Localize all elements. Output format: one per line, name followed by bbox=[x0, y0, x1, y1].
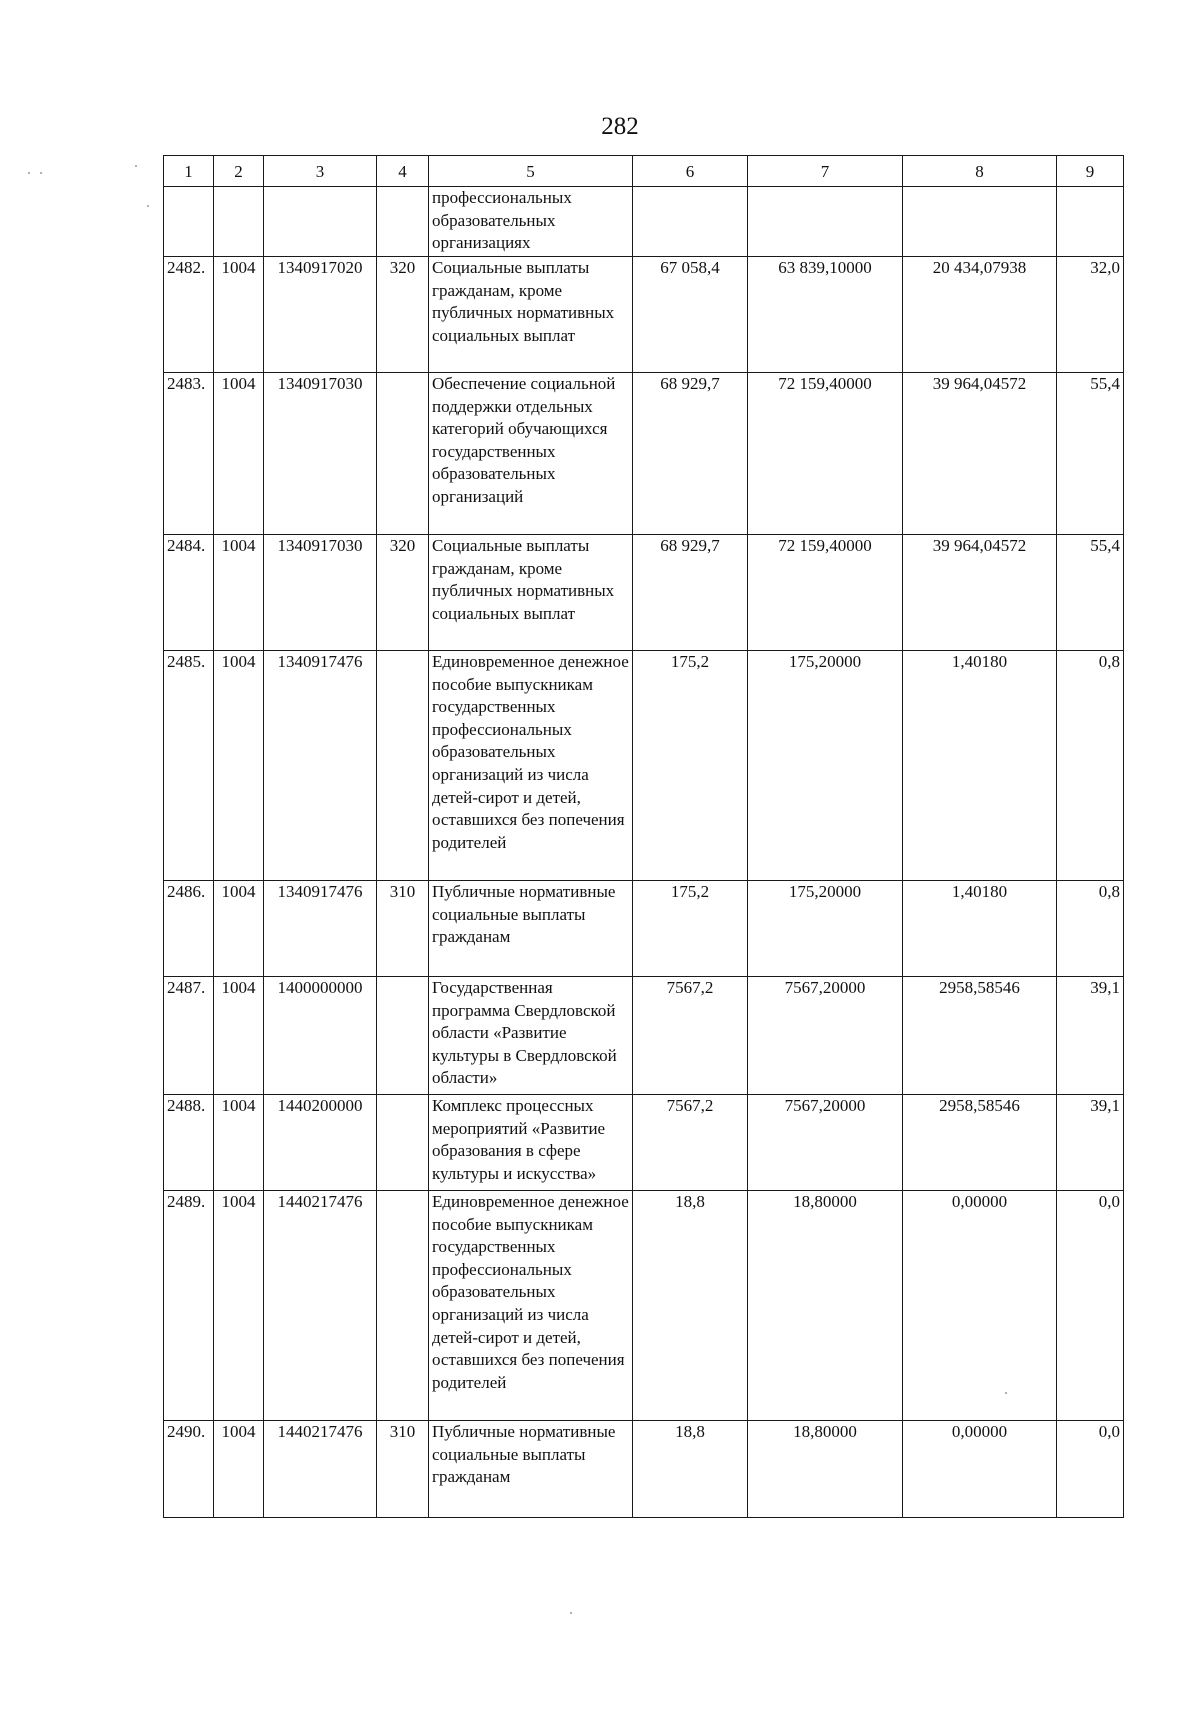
section-code: 1004 bbox=[214, 881, 264, 977]
value-col-6: 67 058,4 bbox=[633, 257, 748, 373]
value-col-8: 1,40180 bbox=[903, 881, 1057, 977]
table-row bbox=[164, 1421, 1124, 1518]
header-col-8: 8 bbox=[903, 156, 1057, 187]
section-code: 1004 bbox=[214, 977, 264, 1095]
expense-type-code bbox=[377, 1095, 429, 1191]
scan-speck bbox=[1005, 1392, 1007, 1394]
target-article-code bbox=[264, 187, 377, 257]
section-code: 1004 bbox=[214, 1191, 264, 1421]
row-number: 2489. bbox=[164, 1191, 214, 1421]
header-col-2: 2 bbox=[214, 156, 264, 187]
value-col-7: 18,80000 bbox=[748, 1421, 903, 1518]
value-col-7: 18,80000 bbox=[748, 1191, 903, 1421]
table-row bbox=[164, 651, 1124, 881]
expense-type-code: 310 bbox=[377, 881, 429, 977]
value-col-7: 72 159,40000 bbox=[748, 535, 903, 651]
value-col-8: 2958,58546 bbox=[903, 977, 1057, 1095]
target-article-code: 1340917030 bbox=[264, 373, 377, 535]
scan-speck bbox=[570, 1612, 572, 1614]
value-col-7: 175,20000 bbox=[748, 881, 903, 977]
target-article-code: 1440217476 bbox=[264, 1421, 377, 1518]
value-col-9 bbox=[1057, 187, 1124, 257]
value-col-6: 18,8 bbox=[633, 1421, 748, 1518]
value-col-9: 0,8 bbox=[1057, 651, 1124, 881]
value-col-9: 39,1 bbox=[1057, 977, 1124, 1095]
item-name: Обеспечение социальной поддержки отдельных категорий обучающихся государственных образовательных организаций bbox=[429, 373, 633, 535]
section-code: 1004 bbox=[214, 535, 264, 651]
expense-type-code bbox=[377, 651, 429, 881]
expense-type-code bbox=[377, 373, 429, 535]
row-number: 2487. bbox=[164, 977, 214, 1095]
value-col-9: 32,0 bbox=[1057, 257, 1124, 373]
table-row bbox=[164, 1191, 1124, 1421]
value-col-9: 55,4 bbox=[1057, 373, 1124, 535]
value-col-8: 39 964,04572 bbox=[903, 373, 1057, 535]
row-number: 2484. bbox=[164, 535, 214, 651]
value-col-9: 39,1 bbox=[1057, 1095, 1124, 1191]
row-number: 2483. bbox=[164, 373, 214, 535]
row-number: 2488. bbox=[164, 1095, 214, 1191]
value-col-6: 7567,2 bbox=[633, 1095, 748, 1191]
value-col-6: 7567,2 bbox=[633, 977, 748, 1095]
value-col-8: 2958,58546 bbox=[903, 1095, 1057, 1191]
value-col-9: 0,8 bbox=[1057, 881, 1124, 977]
target-article-code: 1340917020 bbox=[264, 257, 377, 373]
scan-speck bbox=[40, 172, 42, 174]
scan-speck bbox=[28, 172, 30, 174]
value-col-6: 68 929,7 bbox=[633, 373, 748, 535]
value-col-8: 20 434,07938 bbox=[903, 257, 1057, 373]
table-row bbox=[164, 881, 1124, 977]
value-col-7: 175,20000 bbox=[748, 651, 903, 881]
row-number bbox=[164, 187, 214, 257]
item-name: Государственная программа Свердловской области «Развитие культуры в Свердловской области» bbox=[429, 977, 633, 1095]
section-code: 1004 bbox=[214, 1421, 264, 1518]
value-col-8: 39 964,04572 bbox=[903, 535, 1057, 651]
item-name: Единовременное денежное пособие выпускникам государственных профессиональных образовательных организаций из числа детей-сирот и детей, оставшихся без попечения родителей bbox=[429, 651, 633, 881]
row-number: 2486. bbox=[164, 881, 214, 977]
scan-speck bbox=[147, 205, 149, 207]
table-row bbox=[164, 977, 1124, 1095]
value-col-8 bbox=[903, 187, 1057, 257]
expense-type-code bbox=[377, 977, 429, 1095]
value-col-6: 68 929,7 bbox=[633, 535, 748, 651]
table-row bbox=[164, 535, 1124, 651]
item-name: Комплекс процессных мероприятий «Развитие образования в сфере культуры и искусства» bbox=[429, 1095, 633, 1191]
header-col-5: 5 bbox=[429, 156, 633, 187]
item-name: Публичные нормативные социальные выплаты гражданам bbox=[429, 881, 633, 977]
item-name: Публичные нормативные социальные выплаты гражданам bbox=[429, 1421, 633, 1518]
section-code bbox=[214, 187, 264, 257]
value-col-6: 18,8 bbox=[633, 1191, 748, 1421]
target-article-code: 1340917476 bbox=[264, 881, 377, 977]
value-col-7: 7567,20000 bbox=[748, 977, 903, 1095]
header-col-7: 7 bbox=[748, 156, 903, 187]
expense-type-code: 320 bbox=[377, 257, 429, 373]
value-col-7: 7567,20000 bbox=[748, 1095, 903, 1191]
item-name: Социальные выплаты гражданам, кроме публичных нормативных социальных выплат bbox=[429, 535, 633, 651]
expense-type-code bbox=[377, 1191, 429, 1421]
target-article-code: 1400000000 bbox=[264, 977, 377, 1095]
header-col-1: 1 bbox=[164, 156, 214, 187]
target-article-code: 1440217476 bbox=[264, 1191, 377, 1421]
table-row bbox=[164, 257, 1124, 373]
section-code: 1004 bbox=[214, 1095, 264, 1191]
item-name: Социальные выплаты гражданам, кроме публичных нормативных социальных выплат bbox=[429, 257, 633, 373]
header-col-3: 3 bbox=[264, 156, 377, 187]
item-name: профессиональных образовательных организациях bbox=[429, 187, 633, 257]
budget-table bbox=[163, 155, 1124, 1518]
target-article-code: 1340917476 bbox=[264, 651, 377, 881]
table-row bbox=[164, 187, 1124, 257]
value-col-9: 55,4 bbox=[1057, 535, 1124, 651]
value-col-9: 0,0 bbox=[1057, 1421, 1124, 1518]
table-header-row bbox=[164, 156, 1124, 187]
expense-type-code bbox=[377, 187, 429, 257]
value-col-6: 175,2 bbox=[633, 651, 748, 881]
item-name: Единовременное денежное пособие выпускникам государственных профессиональных образовательных организаций из числа детей-сирот и детей, оставшихся без попечения родителей bbox=[429, 1191, 633, 1421]
value-col-8: 1,40180 bbox=[903, 651, 1057, 881]
table-row bbox=[164, 1095, 1124, 1191]
row-number: 2485. bbox=[164, 651, 214, 881]
header-col-6: 6 bbox=[633, 156, 748, 187]
expense-type-code: 310 bbox=[377, 1421, 429, 1518]
row-number: 2482. bbox=[164, 257, 214, 373]
value-col-7: 72 159,40000 bbox=[748, 373, 903, 535]
section-code: 1004 bbox=[214, 651, 264, 881]
target-article-code: 1440200000 bbox=[264, 1095, 377, 1191]
value-col-9: 0,0 bbox=[1057, 1191, 1124, 1421]
target-article-code: 1340917030 bbox=[264, 535, 377, 651]
table-row bbox=[164, 373, 1124, 535]
value-col-6: 175,2 bbox=[633, 881, 748, 977]
value-col-7: 63 839,10000 bbox=[748, 257, 903, 373]
value-col-8: 0,00000 bbox=[903, 1191, 1057, 1421]
section-code: 1004 bbox=[214, 373, 264, 535]
scan-speck bbox=[135, 165, 137, 167]
value-col-6 bbox=[633, 187, 748, 257]
header-col-9: 9 bbox=[1057, 156, 1124, 187]
section-code: 1004 bbox=[214, 257, 264, 373]
row-number: 2490. bbox=[164, 1421, 214, 1518]
value-col-7 bbox=[748, 187, 903, 257]
value-col-8: 0,00000 bbox=[903, 1421, 1057, 1518]
expense-type-code: 320 bbox=[377, 535, 429, 651]
header-col-4: 4 bbox=[377, 156, 429, 187]
page-number: 282 bbox=[601, 113, 639, 140]
